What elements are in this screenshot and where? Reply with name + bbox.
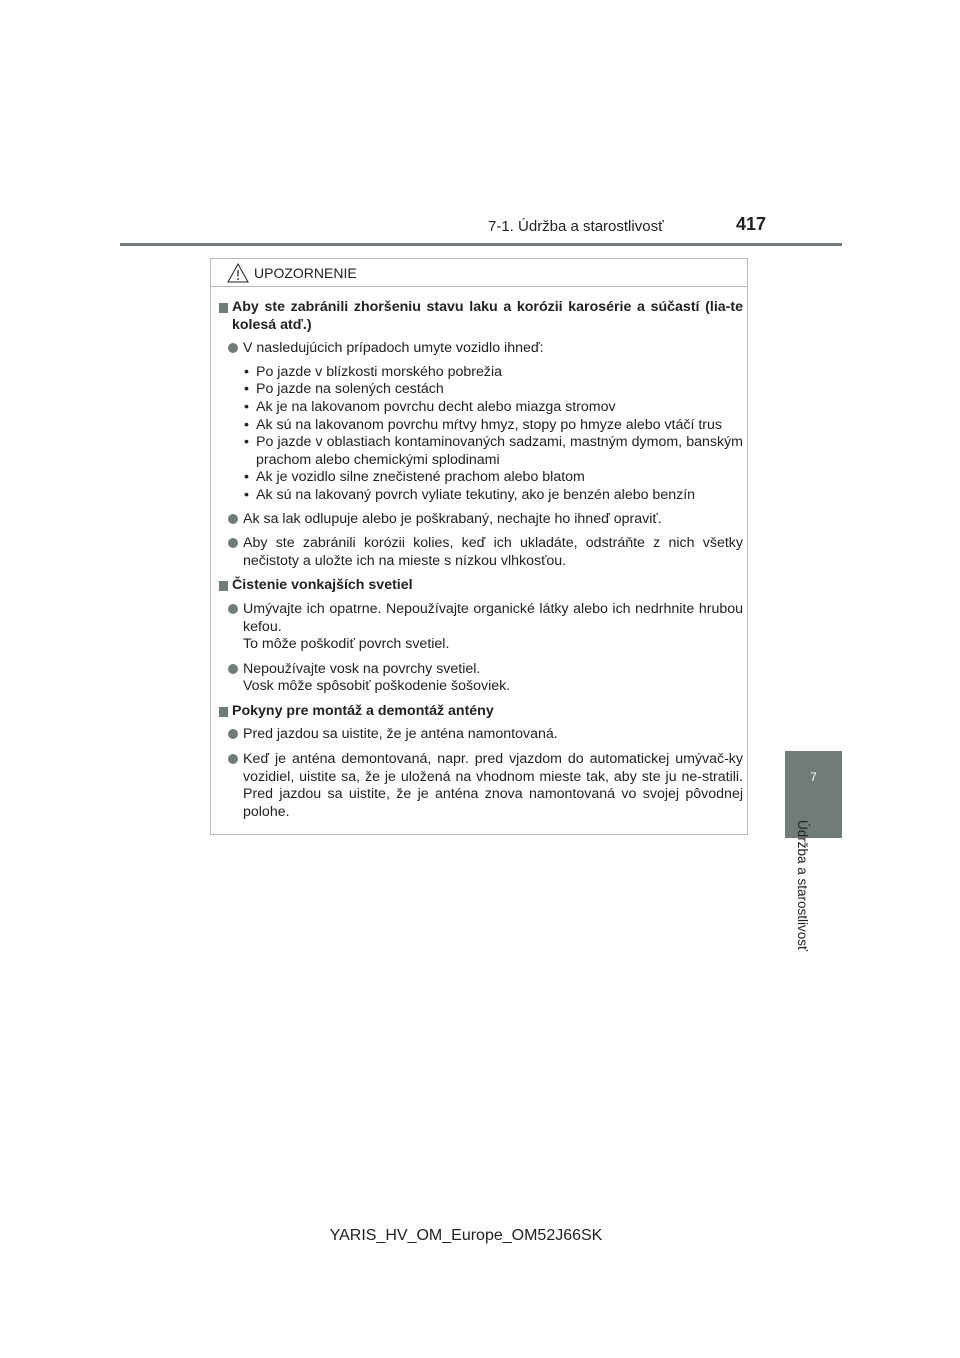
list-item — [219, 511, 743, 529]
caution-header — [211, 259, 747, 287]
circle-bullet-icon — [228, 729, 238, 739]
document-code: YARIS_HV_OM_Europe_OM52J66SK — [329, 1227, 603, 1244]
list-item — [219, 661, 743, 696]
list-item — [219, 726, 743, 744]
list-item-text: Keď je anténa demontovaná, napr. pred vjazdom do automatickej umývač-ky vozidiel, uistite sa, že je uložená na vhodnom mieste tak, aby ste ju ne-stratili. Pred jazdou sa uistite, že je anténa znova namontovaná vo svojej pôvodnej polohe. — [243, 751, 743, 820]
circle-bullet-icon — [228, 664, 238, 674]
list-item-text: Pred jazdou sa uistite, že je anténa namontovaná. — [243, 726, 558, 743]
section-heading-text: Aby ste zabránili zhoršeniu stavu laku a korózii karosérie a súčastí (lia-te kolesá atď.) — [232, 299, 743, 333]
sub-list-item-text: Po jazde v oblastiach kontaminovaných sadzami, mastným dymom, banským prachom alebo chemickými splodinami — [256, 434, 743, 468]
section-heading-text: Čistenie vonkajších svetiel — [232, 577, 413, 594]
sub-list-item — [243, 417, 743, 435]
bullet-dot-icon: • — [244, 363, 249, 380]
circle-bullet-icon — [228, 538, 238, 548]
section-heading-text: Pokyny pre montáž a demontáž antény — [232, 702, 494, 719]
list-item-text: Ak sa lak odlupuje alebo je poškrabaný, nechajte ho ihneď opraviť. — [243, 510, 662, 527]
sub-list-item — [243, 399, 743, 417]
caution-content — [219, 299, 743, 828]
list-item — [219, 601, 743, 654]
sub-list-item — [243, 434, 743, 469]
list-item — [219, 535, 743, 570]
section-heading — [219, 703, 743, 721]
sub-list-item-text: Po jazde na solených cestách — [256, 381, 444, 398]
list-item-text: Umývajte ich opatrne. Nepoužívajte organické látky alebo ich nedrhnite hrubou kefou. — [243, 600, 743, 635]
chapter-title-vertical: Údržba a starostlivosť — [795, 820, 810, 952]
header-divider — [120, 243, 842, 246]
chapter-number: 7 — [810, 770, 817, 784]
section-heading — [219, 299, 743, 334]
sub-list-item — [243, 364, 743, 382]
circle-bullet-icon — [228, 604, 238, 614]
circle-bullet-icon — [228, 343, 238, 353]
sub-list-item-text: Ak sú na lakovanom povrchu mŕtvy hmyz, stopy po hmyze alebo vtáčí trus — [256, 416, 723, 433]
sub-list-item-text: Ak je na lakovanom povrchu decht alebo miazga stromov — [256, 398, 616, 415]
sub-list-item — [243, 487, 743, 505]
circle-bullet-icon — [228, 754, 238, 764]
bullet-dot-icon: • — [244, 398, 249, 415]
section-title: 7-1. Údržba a starostlivosť — [488, 218, 664, 235]
sub-list-item-text: Ak sú na lakovaný povrch vyliate tekutiny, ako je benzén alebo benzín — [256, 486, 696, 503]
page-number: 417 — [736, 214, 767, 234]
square-bullet-icon — [219, 303, 228, 313]
list-item-note: To môže poškodiť povrch svetiel. — [243, 636, 450, 653]
bullet-dot-icon: • — [244, 416, 249, 433]
sub-list-item — [243, 381, 743, 399]
bullet-dot-icon: • — [244, 486, 249, 503]
list-item — [219, 751, 743, 821]
circle-bullet-icon — [228, 514, 238, 524]
square-bullet-icon — [219, 581, 228, 591]
section-heading — [219, 577, 743, 595]
warning-triangle-icon — [227, 263, 249, 283]
sub-list — [219, 364, 743, 505]
list-item — [219, 340, 743, 358]
bullet-dot-icon: • — [244, 434, 249, 451]
square-bullet-icon — [219, 707, 228, 717]
bullet-dot-icon: • — [244, 469, 249, 486]
caution-box — [210, 258, 748, 835]
list-item-text: V nasledujúcich prípadoch umyte vozidlo ihneď: — [243, 340, 544, 357]
sub-list-item-text: Ak je vozidlo silne znečistené prachom alebo blatom — [256, 469, 585, 486]
list-item-note: Vosk môže spôsobiť poškodenie šošoviek. — [243, 678, 511, 695]
list-item-text: Nepoužívajte vosk na povrchy svetiel. — [243, 660, 481, 677]
sub-list-item — [243, 469, 743, 487]
sub-list-item-text: Po jazde v blízkosti morského pobrežia — [256, 363, 503, 380]
bullet-dot-icon: • — [244, 381, 249, 398]
list-item-text: Aby ste zabránili korózii kolies, keď ich ukladáte, odstráňte z nich všetky nečistoty a uložte ich na mieste s nízkou vlhkosťou. — [243, 535, 743, 569]
caution-title: UPOZORNENIE — [254, 265, 357, 281]
